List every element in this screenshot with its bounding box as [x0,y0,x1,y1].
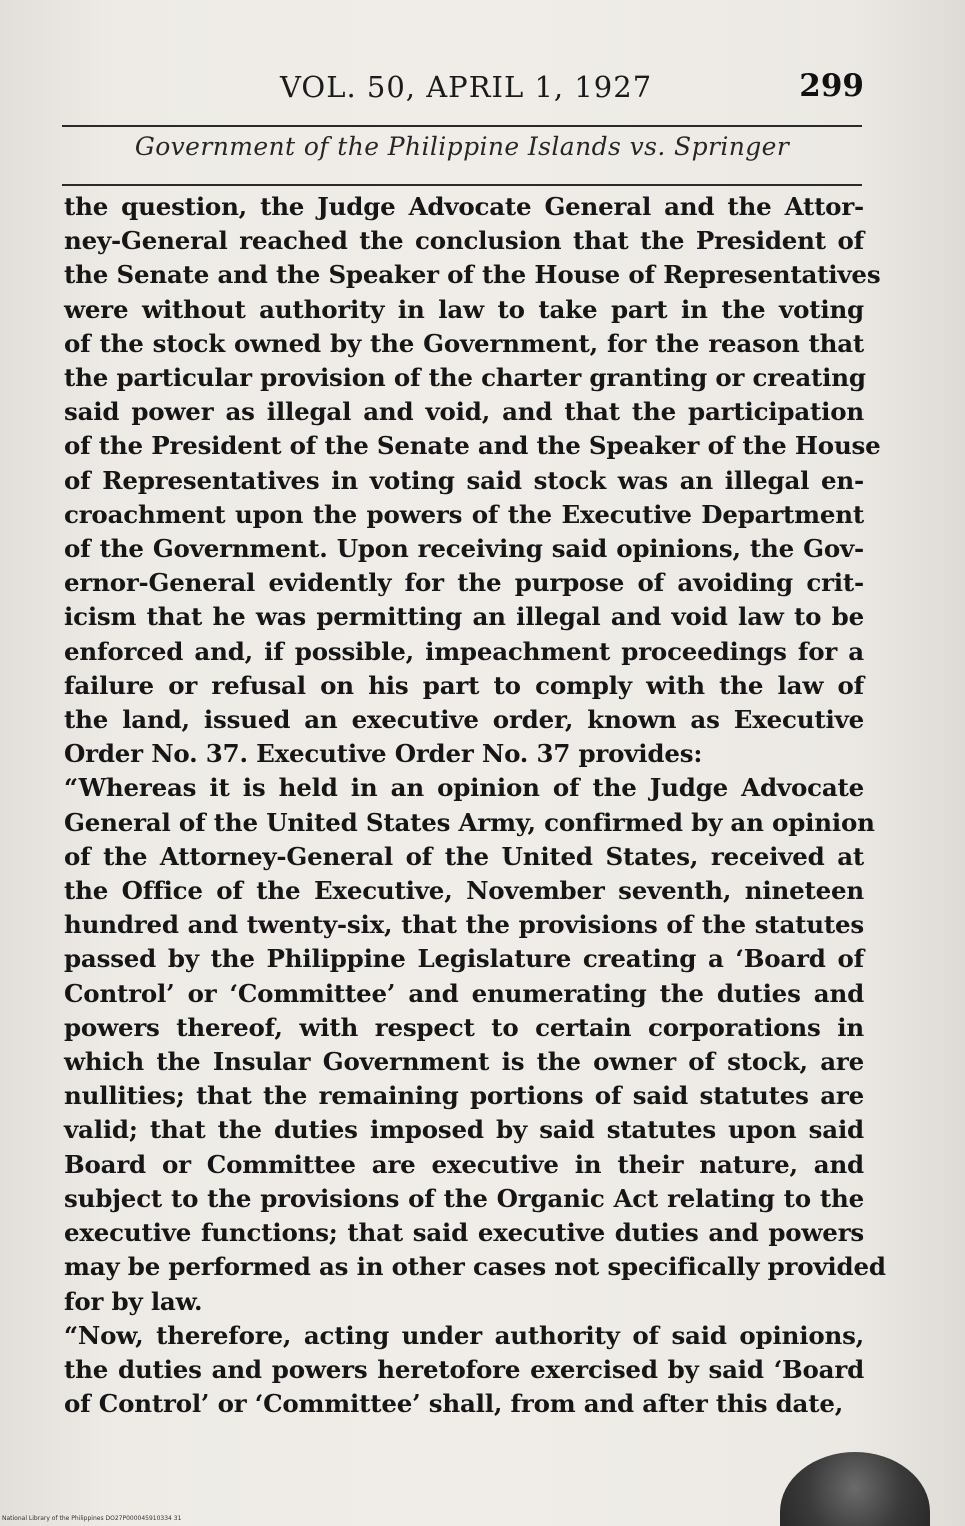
body-line: ney-General reached the conclusion that the President of [64,226,864,256]
body-line: hundred and twenty-six, that the provisions of the statutes [64,910,864,940]
body-line: nullities; that the remaining portions of said statutes are [64,1081,864,1111]
body-line: of the stock owned by the Government, for the reason that [64,328,864,358]
body-line: the Office of the Executive, November seventh, nineteen [64,876,864,906]
body-line: valid; that the duties imposed by said statutes upon said [64,1115,864,1145]
body-line: ernor-General evidently for the purpose of avoiding crit- [64,568,864,598]
body-line: of the President of the Senate and the Speaker of the House [64,431,881,461]
body-line: the land, issued an executive order, known as Executive [64,705,864,735]
body-line: Control’ or ‘Committee’ and enumerating the duties and [64,978,864,1008]
body-line: of Representatives in voting said stock was an illegal en- [64,465,864,495]
header-rule-bottom [62,184,862,186]
volume-date-line: VOL. 50, APRIL 1, 1927 [280,70,653,104]
body-line: executive functions; that said executive duties and powers [64,1218,864,1248]
body-line: of the Attorney-General of the United States, received at [64,841,864,871]
body-line: may be performed as in other cases not specifically provided [64,1252,886,1282]
body-line: failure or refusal on his part to comply with the law of [64,670,864,700]
scanner-thumb-shadow [780,1452,930,1526]
body-line: were without authority in law to take part in the voting [64,294,864,324]
archive-footer-note: National Library of the Philippines DO27P000045910334 31 [2,1515,182,1522]
body-line: which the Insular Government is the owner of stock, are [64,1047,864,1077]
body-line: “Whereas it is held in an opinion of the Judge Advocate [64,773,864,803]
case-title: Government of the Philippine Islands vs. Springer [134,132,790,161]
body-line: Board or Committee are executive in their nature, and [64,1149,864,1179]
body-line: passed by the Philippine Legislature creating a ‘Board of [64,944,864,974]
body-text [64,190,886,1421]
body-line: powers thereof, with respect to certain corporations in [64,1012,864,1042]
body-line: of the Government. Upon receiving said opinions, the Gov- [64,534,864,564]
body-line: icism that he was permitting an illegal and void law to be [64,602,864,632]
page-number: 299 [799,68,864,104]
body-line: the Senate and the Speaker of the House of Representatives [64,260,881,290]
body-line: croachment upon the powers of the Executive Department [64,499,864,529]
body-line: enforced and, if possible, impeachment proceedings for a [64,636,864,666]
body-line: for by law. [64,1286,203,1316]
body-line: the duties and powers heretofore exercised by said ‘Board [64,1354,864,1384]
header-rule-top [62,125,862,127]
body-line: Order No. 37. Executive Order No. 37 provides: [64,739,703,769]
body-line: said power as illegal and void, and that the participation [64,397,864,427]
running-head [66,66,866,116]
body-line: of Control’ or ‘Committee’ shall, from and after this date, [64,1389,844,1419]
body-line: “Now, therefore, acting under authority of said opinions, [64,1320,864,1350]
body-line: the particular provision of the charter granting or creating [64,363,866,393]
body-line: the question, the Judge Advocate General and the Attor- [64,192,864,221]
body-line: General of the United States Army, confirmed by an opinion [64,807,875,837]
body-line: subject to the provisions of the Organic Act relating to the [64,1183,864,1213]
